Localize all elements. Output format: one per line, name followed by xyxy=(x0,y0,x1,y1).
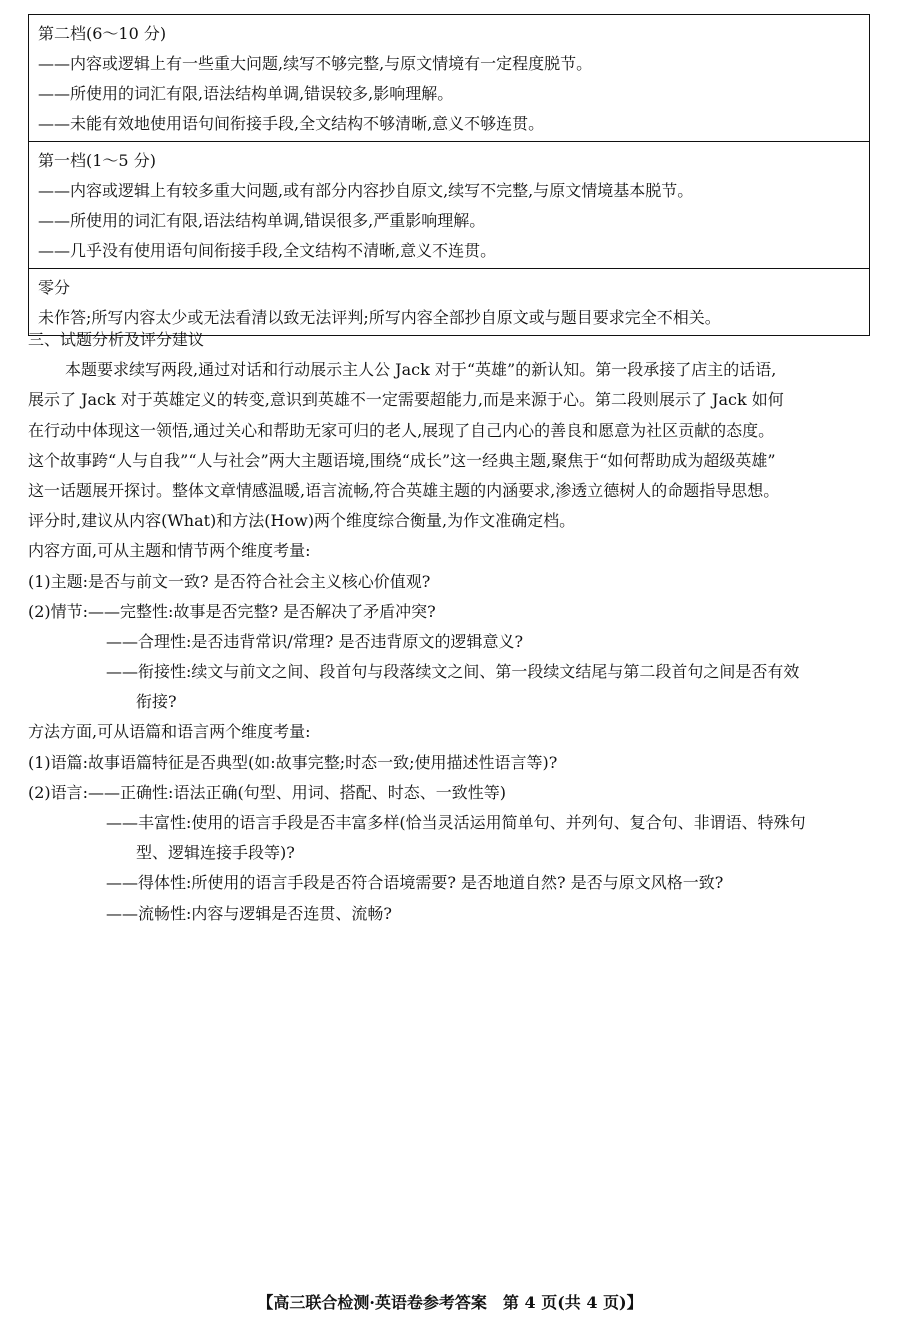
language-subcriterion: ——丰富性:使用的语言手段是否丰富多样(恰当灵活运用简单句、并列句、复合句、非谓语、特殊句 xyxy=(106,813,806,832)
method-intro: 方法方面,可从语篇和语言两个维度考量: xyxy=(28,722,311,742)
band-criterion: ——所使用的词汇有限,语法结构单调,错误较多,影响理解。 xyxy=(38,84,454,103)
content-intro: 内容方面,可从主题和情节两个维度考量: xyxy=(28,541,311,561)
theme-criterion: (1)主题:是否与前文一致? 是否符合社会主义核心价值观? xyxy=(28,571,431,591)
paragraph-line: 展示了 Jack 对于英雄定义的转变,意识到英雄不一定需要超能力,而是来源于心。第二段则展示了 Jack 如何 xyxy=(28,390,784,410)
paragraph-line: 评分时,建议从内容(What)和方法(How)两个维度综合衡量,为作文准确定档。 xyxy=(28,511,576,531)
plot-subcriterion: ——衔接性:续文与前文之间、段首句与段落续文之间、第一段续文结尾与第二段首句之间是否有效 xyxy=(106,662,800,682)
band-title: 第二档(6～10 分) xyxy=(38,24,167,43)
discourse-criterion: (1)语篇:故事语篇特征是否典型(如:故事完整;时态一致;使用描述性语言等)? xyxy=(28,752,558,772)
paragraph-line: 在行动中体现这一领悟,通过关心和帮助无家可归的老人,展现了自己内心的善良和愿意为社区贡献的态度。 xyxy=(28,420,775,440)
plot-criterion: (2)情节:——完整性:故事是否完整? 是否解决了矛盾冲突? xyxy=(28,601,436,621)
rubric-band-2 xyxy=(29,15,869,142)
band-criterion: ——所使用的词汇有限,语法结构单调,错误很多,严重影响理解。 xyxy=(38,211,486,230)
rubric-band-1 xyxy=(29,142,869,269)
band-criterion: ——内容或逻辑上有较多重大问题,或有部分内容抄自原文,续写不完整,与原文情境基本脱节。 xyxy=(38,181,694,200)
plot-subcriterion: ——合理性:是否违背常识/常理? 是否违背原文的逻辑意义? xyxy=(106,631,524,651)
page-footer: 【高三联合检测·英语卷参考答案 第 4 页(共 4 页)】 xyxy=(257,1293,643,1312)
band-criterion: ——几乎没有使用语句间衔接手段,全文结构不清晰,意义不连贯。 xyxy=(38,241,497,260)
language-subcriterion: ——得体性:所使用的语言手段是否符合语境需要? 是否地道自然? 是否与原文风格一致? xyxy=(106,873,724,893)
band-title: 零分 xyxy=(38,278,71,297)
band-criterion: ——未能有效地使用语句间衔接手段,全文结构不够清晰,意义不够连贯。 xyxy=(38,114,545,133)
band-criterion: ——内容或逻辑上有一些重大问题,续写不够完整,与原文情境有一定程度脱节。 xyxy=(38,54,593,73)
language-subcriterion: ——流畅性:内容与逻辑是否连贯、流畅? xyxy=(106,903,392,923)
paragraph-line: 本题要求续写两段,通过对话和行动展示主人公 Jack 对于“英雄”的新认知。第一段承接了店主的话语, xyxy=(65,360,777,380)
band-criterion: 未作答;所写内容太少或无法看清以致无法评判;所写内容全部抄自原文或与题目要求完全不相关。 xyxy=(38,308,721,327)
band-title: 第一档(1～5 分) xyxy=(38,151,156,170)
language-subcriterion-continued: 型、逻辑连接手段等)? xyxy=(136,843,295,863)
language-criterion: (2)语言:——正确性:语法正确(句型、用词、搭配、时态、一致性等) xyxy=(28,782,506,802)
paragraph-line: 这一话题展开探讨。整体文章情感温暖,语言流畅,符合英雄主题的内涵要求,渗透立德树人的命题指导思想。 xyxy=(28,480,780,500)
scoring-rubric-table xyxy=(28,14,870,336)
analysis-section xyxy=(28,325,874,929)
section-heading: 三、试题分析及评分建议 xyxy=(28,330,205,349)
plot-subcriterion-continued: 衔接? xyxy=(136,692,177,712)
paragraph-line: 这个故事跨“人与自我”“人与社会”两大主题语境,围绕“成长”这一经典主题,聚焦于“如何帮助成为超级英雄” xyxy=(28,450,776,470)
